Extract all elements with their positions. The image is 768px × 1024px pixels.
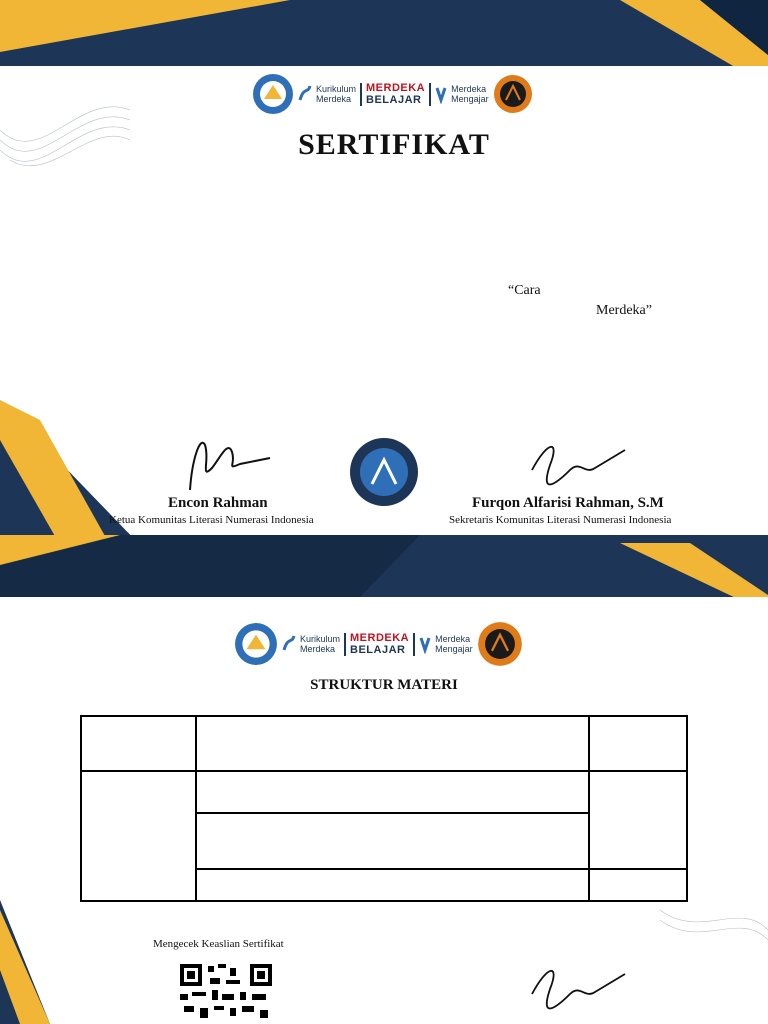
merdeka-belajar-top: MERDEKA	[350, 631, 410, 644]
signatory-left-name: Encon Rahman	[168, 495, 268, 511]
community-emblem-icon	[493, 74, 533, 114]
tut-wuri-logo-icon	[234, 622, 278, 666]
signature-left-icon	[190, 443, 270, 490]
certificate-title: SERTIFIKAT	[298, 128, 490, 161]
merdeka-mengajar-label-2: Mengajar	[451, 94, 489, 104]
signatory-right-name: Furqon Alfarisi Rahman, S.M	[472, 495, 664, 511]
verify-label: Mengecek Keaslian Sertifikat	[153, 938, 284, 950]
quote-open: “Cara	[508, 283, 541, 298]
signature-bottom-icon	[520, 954, 640, 1024]
merdeka-label: Merdeka	[316, 94, 352, 104]
structure-title: STRUKTUR MATERI	[310, 677, 458, 693]
merdeka-mengajar-label-1: Merdeka	[435, 634, 471, 644]
merdeka-belajar-top: MERDEKA	[366, 81, 426, 94]
table-cell	[196, 716, 590, 771]
table-cell	[589, 716, 687, 771]
kurikulum-label: Kurikulum	[300, 634, 341, 644]
quote-close: Merdeka”	[596, 303, 652, 318]
top-banner-decoration	[0, 0, 768, 70]
center-seal-icon	[350, 438, 418, 506]
kurikulum-merdeka-icon	[282, 634, 296, 654]
page-divider-banner	[0, 535, 768, 600]
table-cell	[196, 813, 590, 869]
merdeka-belajar-logo	[344, 633, 415, 656]
merdeka-mengajar-icon	[419, 634, 431, 654]
table-row	[81, 771, 687, 813]
table-cell	[196, 771, 590, 813]
merdeka-belajar-logo	[360, 83, 431, 106]
verification-qr-code-icon[interactable]	[180, 964, 272, 1024]
kurikulum-label: Kurikulum	[316, 84, 357, 94]
table-cell	[196, 869, 590, 901]
signatory-right-role: Sekretaris Komunitas Literasi Numerasi Indonesia	[449, 514, 672, 526]
merdeka-mengajar-icon	[435, 84, 447, 104]
table-cell	[589, 771, 687, 869]
kurikulum-merdeka-icon	[298, 84, 312, 104]
logo-row	[252, 73, 533, 115]
materi-table	[80, 715, 688, 902]
tut-wuri-logo-icon	[252, 73, 294, 115]
signature-right-icon	[532, 447, 625, 485]
merdeka-mengajar-label-1: Merdeka	[451, 84, 487, 94]
merdeka-belajar-bottom: BELAJAR	[366, 93, 422, 106]
table-header-row	[81, 716, 687, 771]
logo-row-2	[234, 621, 523, 667]
merdeka-label: Merdeka	[300, 644, 336, 654]
table-cell	[589, 869, 687, 901]
merdeka-mengajar-label-2: Mengajar	[435, 644, 473, 654]
bottom-left-decoration	[0, 900, 768, 1024]
merdeka-belajar-bottom: BELAJAR	[350, 643, 406, 656]
community-emblem-icon	[477, 621, 523, 667]
table-cell	[81, 716, 196, 771]
signatory-left-role: Ketua Komunitas Literasi Numerasi Indonesia	[109, 514, 314, 526]
table-cell	[81, 771, 196, 901]
